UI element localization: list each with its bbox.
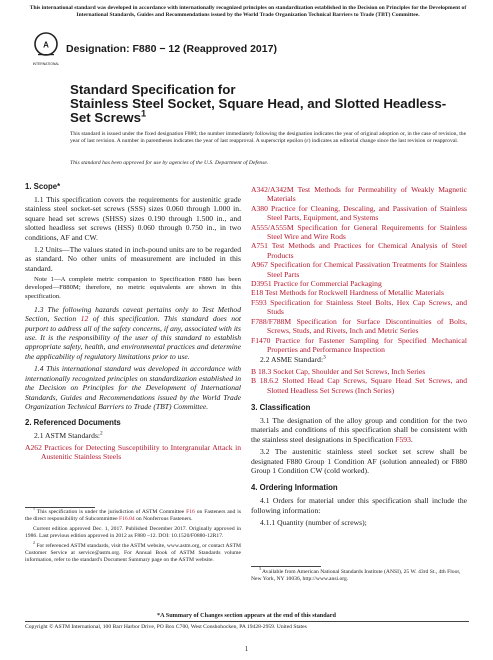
subcommittee-link[interactable]: F16.04 [119, 516, 135, 522]
astm-reference-link[interactable]: A555/A555M [251, 222, 294, 232]
para-1-2: 1.2 Units—The values stated in inch-pound units are to be regarded as standard. No other units of measurement are included in this standard. [25, 245, 241, 273]
astm-reference-item: A967 Specification for Chemical Passivation Treatments for Stainless Steel Parts [251, 260, 467, 279]
para-3-1: 3.1 The designation of the alloy group and condition for the two materials and conditions of this specification shall be consistent with the stainless steel designations in Specification F593. [251, 415, 467, 444]
astm-reference-link[interactable]: A342/A342M [251, 185, 294, 194]
page-number: 1 [244, 645, 249, 653]
svg-text:A: A [43, 40, 49, 50]
summary-of-changes-note: *A Summary of Changes section appears at the end of this standard [157, 612, 336, 619]
footnote-2: $^2$ For referenced ASTM standards, visit the ASTM website, www.astm.org, or contact ASTM Customer Service at service@astm.org. For Annual Book of ASTM Standards volume information, refer to the standard's Document Summary page on the ASTM website. [25, 541, 241, 563]
astm-logo [33, 30, 59, 70]
footnote-current-edition: Current edition approved Dec. 1, 2017. Published December 2017. Originally approved in 1986. Last previous edition approved in 2012 as F880 –12. DOI: 10.1520/F0880-12R17. [25, 526, 241, 539]
ref-link-a262[interactable]: A262 [25, 442, 42, 452]
title-line-2: Stainless Steel Socket, Square Head, and Slotted Headless- [70, 96, 447, 111]
title-line-3: Set Screws [70, 110, 141, 125]
asme-reference-list [251, 367, 467, 395]
para-1-3: 1.3 The following hazards caveat pertains only to Test Method Section, Section 12 of this specification. This standard does not purport to address all of the safety concerns, if any, associated with its use. It is the responsibility of the user of this standard to establish appropriate safety, health, and environmental practices and determine the applicability of regulatory limitations prior to use. [25, 304, 241, 361]
dod-approval: This standard has been approved for use by agencies of the U.S. Department of Defense. [70, 160, 269, 166]
astm-reference-item: F788/F788M Specification for Surface Discontinuities of Bolts, Screws, Studs, and Rivets, Inch and Metric Series [251, 316, 467, 336]
astm-reference-item: F1470 Practice for Fastener Sampling for Specified Mechanical Properties and Performance Inspection [251, 335, 467, 354]
standard-note: This standard is issued under the fixed designation F880; the number immediately following the designation indicates the year of original adoption or, in the case of revision, the year of last revision. A number in parentheses indicates the year of last reapproval. A superscript epsilon (ε) indicates an editorial change since the last revision or reapproval. [70, 131, 467, 145]
asme-standard-label: 2.2 ASME Standard:$^3$ [260, 354, 326, 365]
astm-reference-item: D3951 Practice for Commercial Packaging [251, 279, 382, 289]
astm-standards-label: 2.1 ASTM Standards:$^2$ [34, 430, 103, 441]
astm-reference-link[interactable]: A967 [251, 260, 268, 270]
top-notice: This international standard was developed in accordance with internationally recognized principles on standardization established in the Decision on Principles for the Development of International Standards, Guides and Recommendations issued by the World Trade Organization Technical Barriers to Trade (TBT) Committee. [29, 5, 467, 19]
committee-link[interactable]: F16 [186, 509, 195, 515]
astm-reference-link[interactable]: F788/F788M [251, 316, 292, 326]
designation: Designation: F880 − 12 (Reapproved 2017) [66, 43, 277, 55]
copyright: Copyright © ASTM International, 100 Barr Harbor Drive, PO Box C700, West Conshohocken, PA 19428-2959. United States [25, 624, 307, 630]
para-4-1-1: 4.1.1 Quantity (number of screws); [260, 518, 367, 528]
section-2-heading: 2. Referenced Documents [25, 418, 121, 428]
footnote-divider [25, 507, 95, 508]
right-column [251, 185, 467, 531]
copyright-divider [25, 621, 469, 622]
footnotes [25, 509, 241, 567]
astm-reference-link[interactable]: E18 [251, 288, 264, 298]
section-12-link[interactable]: 12 [80, 314, 89, 324]
astm-reference-link[interactable]: D3951 [251, 279, 272, 289]
section-3-heading: 3. Classification [251, 402, 311, 412]
left-column [25, 182, 241, 462]
section-1-heading: 1. Scope* [25, 182, 61, 191]
footnote-1: $^1$ This specification is under the jurisdiction of ASTM Committee F16 on Fasteners and is the direct responsibility of Subcommittee F16.04 on Nonferrous Fasteners. [25, 507, 242, 522]
para-1-4: 1.4 This international standard was developed in accordance with internationally recognized principles on standardization established in the Decision on Principles for the Development of International Standards, Guides and Recommendations issued by the World Trade Organization Technical Barriers to Trade (TBT) Committee. [25, 364, 241, 411]
svg-text:INTERNATIONAL: INTERNATIONAL [33, 62, 59, 66]
reference-list [251, 185, 467, 354]
astm-reference-item: A342/A342M Test Methods for Permeability of Weakly Magnetic Materials [251, 185, 467, 204]
astm-reference-link[interactable]: F593 [251, 297, 267, 307]
note-1: Note 1—A complete metric companion to Specification F880 has been developed—F880M; therefore, no metric equivalents are shown in this specification. [25, 276, 241, 300]
footnote-3: $^3$ Available from American National Standards Institute (ANSI), 25 W. 43rd St., 4th Floor, New York, NY 10036, http://www.ansi.org. [251, 567, 461, 582]
astm-reference-item: F593 Specification for Stainless Steel Bolts, Hex Cap Screws, and Studs [251, 297, 467, 317]
astm-reference-link[interactable]: A380 [251, 203, 268, 213]
para-3-2: 3.2 The austenitic stainless steel socket set screw shall be designated F880 Group 1 Condition AF (solution annealed) or F880 Group 1 Condition CW (cold worked). [251, 447, 467, 475]
document-title [70, 83, 450, 125]
asme-reference-item: B 18.6.2 Slotted Head Cap Screws, Square Head Set Screws, and Slotted Headless Set Screws (Inch Series) [251, 376, 468, 395]
ref-link-f593-inline[interactable]: F593 [395, 434, 411, 444]
astm-reference-link[interactable]: F1470 [251, 335, 271, 345]
footnote-divider-right [251, 566, 321, 567]
asme-reference-link[interactable]: B 18.6.2 [251, 376, 279, 386]
para-4-1: 4.1 Orders for material under this specification shall include the following information: [251, 496, 467, 515]
para-1-1: 1.1 This specification covers the requirements for austenitic grade stainless steel socket-set screws (SSS) sizes 0.060 through 1.000 in. square head set screws (SHSS) sizes 0.190 through 1.500 in., and slotted headless set screws (HSS) 0.060 through 0.750 in., in two conditions, AF and CW. [25, 195, 241, 242]
asme-reference-item: B 18.3 Socket Cap, Shoulder and Set Screws, Inch Series [251, 366, 426, 376]
astm-reference-item: A751 Test Methods and Practices for Chemical Analysis of Steel Products [251, 241, 467, 260]
ref-a262: A262 Practices for Detecting Susceptibility to Intergranular Attack in Austenitic Stainless Steels [25, 442, 241, 462]
title-line-1: Standard Specification for [70, 82, 236, 97]
title-footnote-mark: 1 [140, 108, 147, 119]
astm-reference-item: A380 Practice for Cleaning, Descaling, and Passivation of Stainless Steel Parts, Equipment, and Systems [251, 203, 467, 223]
asme-reference-link[interactable]: B 18.3 [251, 366, 272, 376]
astm-reference-link[interactable]: A751 [251, 241, 268, 251]
astm-reference-item: E18 Test Methods for Rockwell Hardness of Metallic Materials [251, 288, 444, 298]
section-4-heading: 4. Ordering Information [251, 483, 338, 493]
astm-reference-item: A555/A555M Specification for General Requirements for Stainless Steel Wire and Wire Rods [251, 222, 467, 242]
